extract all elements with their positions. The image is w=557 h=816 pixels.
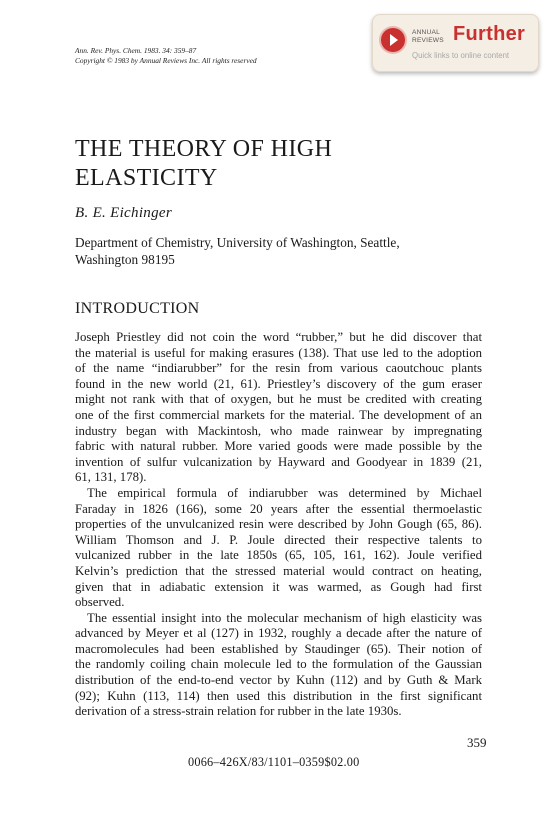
citation-line-2: Copyright © 1983 by Annual Reviews Inc. All rights reserved: [75, 56, 257, 65]
citation-line-1: Ann. Rev. Phys. Chem. 1983. 34: 359–87: [75, 46, 197, 55]
body-line: one of the first commercial markets for the material. The development of an: [75, 407, 482, 422]
body-line: distribution of the end-to-end vector by Kuhn (112) and by Guth & Mark: [75, 673, 482, 688]
further-label: Further: [453, 23, 526, 45]
body-line: fabric with natural rubber. More varied goods were made possible by the: [75, 439, 482, 454]
body-line: (92); Kuhn (113, 114) then used this distribution in the first significant: [75, 688, 482, 703]
body-line: vulcanized rubber in the late 1850s (65, 105, 161, 162). Joule verified: [75, 548, 482, 563]
affiliation-line-1: Department of Chemistry, University of Washington, Seattle,: [75, 235, 400, 250]
body-line: industry began with Mackintosh, who made rainwear by impregnating: [75, 423, 482, 438]
body-line: observed.: [75, 595, 125, 610]
body-line: The essential insight into the molecular mechanism of high elasticity was: [87, 610, 482, 625]
further-links-button[interactable]: [372, 14, 539, 72]
annual-reviews-wordmark: [412, 29, 444, 44]
body-line: advanced by Meyer et al (127) in 1932, roughly a decade after the nature of: [75, 626, 482, 641]
body-line: properties of the unvulcanized resin were described by John Gough (65, 86).: [75, 517, 482, 532]
section-heading: INTRODUCTION: [75, 300, 200, 317]
title-line-2: ELASTICITY: [75, 165, 218, 191]
title-line-1: THE THEORY OF HIGH: [75, 136, 333, 162]
affiliation-line-2: Washington 98195: [75, 252, 175, 267]
body-line: given that in adiabatic extension it was warmed, as Gough had first: [75, 579, 482, 594]
body-line: The empirical formula of indiarubber was determined by Michael: [87, 485, 482, 500]
journal-citation: [75, 46, 257, 66]
body-line: the randomly coiling chain molecule led to the formulation of the Gaussian: [75, 657, 482, 672]
body-line: Faraday in 1826 (166), some 20 years after the essential thermoelastic: [75, 501, 482, 516]
author-name: B. E. Eichinger: [75, 205, 172, 221]
body-line: 61, 131, 178).: [75, 470, 147, 485]
body-line: the material is useful for making erasures (138). That use led to the adoption: [75, 345, 482, 360]
annual-reviews-play-icon: [381, 28, 405, 52]
body-line: Joseph Priestley did not coin the word “rubber,” but he did discover that: [75, 330, 482, 344]
author-affiliation: [75, 234, 495, 268]
annual-label: ANNUAL: [412, 29, 440, 36]
article-title: [75, 135, 332, 193]
further-subtitle: Quick links to online content: [412, 51, 510, 60]
body-line: derivation of a stress-strain relation for rubber in the late 1930s.: [75, 704, 402, 719]
body-line: invention of sulfur vulcanization by Hayward and Goodyear in 1839 (21,: [75, 454, 482, 469]
body-line: Kelvin’s prediction that the stressed material would contract on heating,: [75, 563, 482, 578]
body-line: macromolecules had been established by Staudinger (65). Their notion of: [75, 641, 482, 656]
body-line: of the name “indiarubber” for the resin from various caoutchouc plants: [75, 361, 482, 376]
footer-code: 0066–426X/83/1101–0359$02.00: [188, 755, 360, 769]
page-number: 359: [467, 735, 487, 750]
reviews-label: REVIEWS: [412, 36, 444, 44]
body-text: [75, 330, 482, 720]
body-line: William Thomson and J. P. Joule directed their respective talents to: [75, 532, 482, 547]
body-line: might not rank with that of oxygen, but he must be credited with creating: [75, 392, 482, 407]
body-line: found in the new world (21, 61). Priestley’s discovery of the gum eraser: [75, 376, 482, 391]
